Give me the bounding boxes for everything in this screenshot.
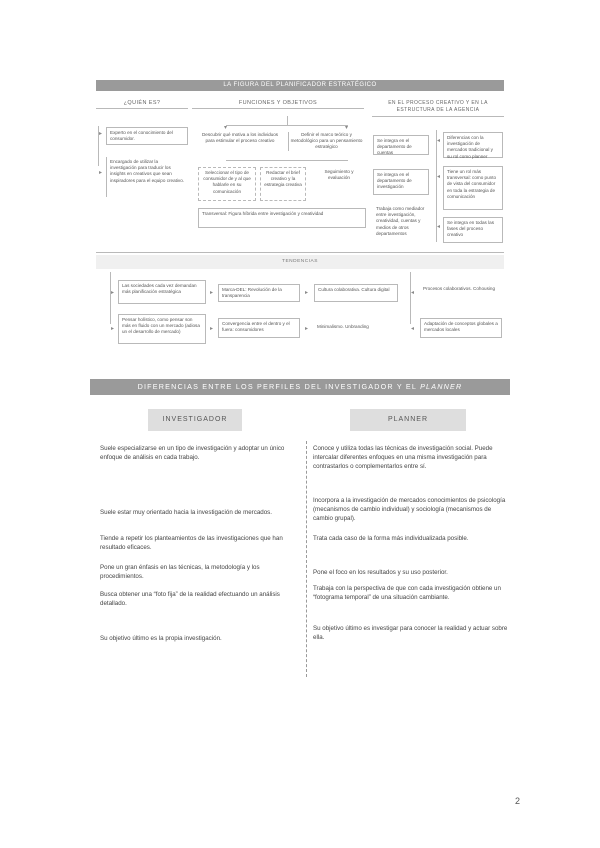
planner-item-6: Su objetivo último es investigar para conocer la realidad y actuar sobre ella.	[313, 625, 508, 641]
planner-item-2: Incorpora a la investigación de mercados conocimientos de psicología (mecanismos de cambio individual) y sociología (mecanismos de cambio grupal).	[313, 497, 506, 522]
planner-item-3: Trata cada caso de la forma más individualizada posible.	[313, 535, 469, 542]
tend-box-3: Cultura colaborativa. Cultura digital	[314, 284, 398, 302]
arrow-right-icon: ▸	[111, 326, 115, 332]
tend-box-7: Minimalismo. Unbranding	[314, 322, 398, 334]
tend-box-6: Convergencia entre el dentro y el fuera: consumidores	[218, 318, 300, 338]
proc-left-box-3: Trabaja como mediador entre investigación, creatividad, cuentas y medios de otros departamentos	[373, 204, 429, 244]
func-mid-connector	[226, 160, 348, 161]
arrow-right-icon: ▸	[99, 170, 103, 176]
planner-item-1: Conoce y utiliza todas las técnicas de investigación social. Puede intercalar diferentes enfoques en una misma investigación para contrastarlos o complementarlos entre sí.	[313, 445, 493, 470]
tend-box-2: Marca-DEL: Revolución de la transparencia	[218, 284, 300, 302]
investigador-item-2: Suele estar muy orientado hacia la investigación de mercados.	[100, 509, 272, 516]
arrow-left-icon: ◂	[411, 326, 415, 332]
func-top-stem	[287, 116, 288, 126]
tend-box-1: Las sociedades cada vez demandan más planificación estratégica	[118, 280, 206, 304]
investigador-item-6: Su objetivo último es la propia investigación.	[100, 635, 222, 642]
investigador-item-4: Pone un gran énfasis en las técnicas, la metodología y los procedimientos.	[100, 564, 260, 580]
arrow-right-icon: ▸	[210, 290, 214, 296]
col-head-planner: PLANNER	[350, 409, 466, 431]
func-top-left: Descubrir qué motiva a los individuos para estimular el proceso creativo	[201, 132, 279, 144]
col-header-quien: ¿QUIÉN ES?	[96, 100, 188, 109]
arrow-right-icon: ▸	[305, 290, 309, 296]
tendencias-line	[96, 252, 504, 253]
compare-title-emph: PLANNER	[420, 382, 463, 391]
tend-spine-right	[410, 272, 411, 324]
tend-box-5: Pensar holístico, como pensar son más en fluido con un mercado (adiosa un el desarrollo de mercado)	[118, 314, 206, 344]
tend-box-8: Adaptación de conceptos globales a mercados locales	[420, 318, 502, 338]
col-head-investigador: INVESTIGADOR	[148, 409, 242, 431]
arrow-right-icon: ▸	[210, 326, 214, 332]
proc-left-box-2: Se integra en el departamento de investigación	[373, 169, 429, 195]
diagram-title-bar: LA FIGURA DEL PLANIFICADOR ESTRATÉGICO	[96, 80, 504, 91]
arrow-right-icon: ▸	[99, 131, 103, 137]
proc-right-box-2: Tiene un rol más transversal: como punto de vista del consumidor en toda la estrategia de comunicación	[443, 166, 503, 210]
proc-right-box-3: Se integra en todas las fases del proceso creativo	[443, 217, 503, 243]
quien-box-1: Experto en el conocimiento del consumidor.	[106, 127, 188, 145]
arrow-left-icon: ◂	[411, 290, 415, 296]
proc-left-box-1: Se integra en el departamento de cuentas	[373, 135, 429, 155]
planner-item-4: Pone el foco en los resultados y su uso posterior.	[313, 569, 448, 576]
arrow-right-icon: ▸	[305, 326, 309, 332]
func-mid-box-1: Seleccionar el tipo de consumidor de y al que hablarle en su comunicación	[198, 167, 256, 201]
col-header-proceso: EN EL PROCESO CREATIVO Y EN LA ESTRUCTURA DE LA AGENCIA	[372, 100, 504, 117]
arrow-down-icon: ▾	[345, 125, 349, 131]
investigador-item-1: Suele especializarse en un tipo de investigación y adoptar un único enfoque de análisis en cada trabajo.	[100, 445, 285, 461]
proc-right-box-1: Diferencias con la investigación de mercados tradicional y su rol como planner	[443, 132, 503, 158]
compare-title-bar	[90, 379, 510, 395]
func-mid-box-3: Seguimiento y evaluación	[312, 167, 366, 191]
arrow-left-icon: ◂	[437, 224, 441, 230]
arrow-left-icon: ◂	[437, 138, 441, 144]
func-top-right: Definir el marco teórico y metodológico para un pensamiento estratégico	[288, 132, 364, 151]
arrow-left-icon: ◂	[437, 174, 441, 180]
planner-item-5: Trabaja con la perspectiva de que con cada investigación obtiene un “fotograma temporal” de una situación cambiante.	[313, 585, 501, 601]
compare-title-prefix: DIFERENCIAS ENTRE LOS PERFILES DEL INVESTIGADOR Y EL	[137, 382, 417, 391]
tend-box-4: Procesos colaborativos. Cohousing	[420, 284, 502, 302]
investigador-item-5: Busca obtener una “foto fija” de la realidad efectuando un análisis detallado.	[100, 591, 280, 607]
page-number: 2	[514, 796, 520, 806]
arrow-right-icon: ▸	[111, 290, 115, 296]
tend-spine	[110, 272, 111, 324]
arrow-down-icon: ▾	[224, 125, 228, 131]
tendencias-band: TENDENCIAS	[96, 255, 504, 269]
func-bottom-box: Transversal: Figura híbrida entre investigación y creatividad	[198, 208, 366, 228]
column-divider	[306, 441, 307, 677]
investigador-item-3: Tiende a repetir los planteamientos de las investigaciones que han resultado eficaces.	[100, 535, 283, 551]
func-mid-box-2: Redactar el brief creativo y la estrategia creativa	[260, 167, 306, 201]
quien-box-2: Encargado de utilizar la investigación para traducir los insights en creativos que sean inspiradores para el equipo creativo.	[106, 157, 188, 197]
col-header-funciones: FUNCIONES Y OBJETIVOS	[192, 100, 364, 109]
